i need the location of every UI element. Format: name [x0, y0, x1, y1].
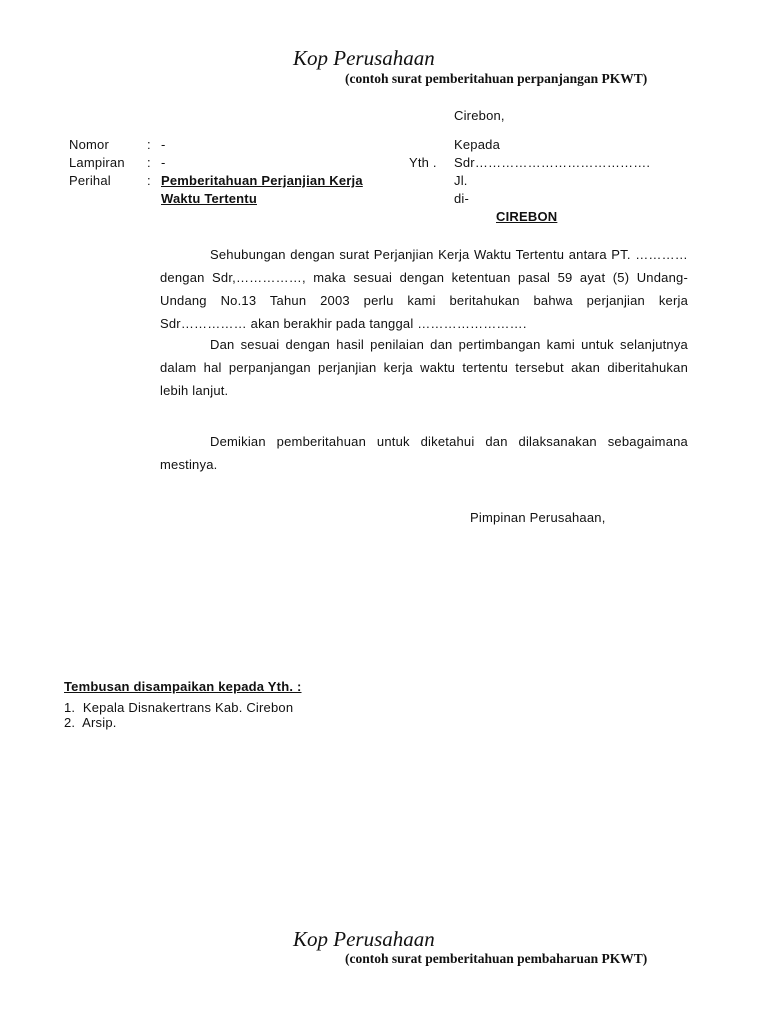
body-paragraph-2 [160, 333, 688, 402]
signature-title: Pimpinan Perusahaan, [470, 510, 606, 525]
body-paragraph-3-text: Demikian pemberitahuan untuk diketahui dan dilaksanakan sebagaimana mestinya. [160, 434, 688, 472]
tembusan-item: 1. Kepala Disnakertrans Kab. Cirebon [64, 700, 294, 715]
lampiran-value: - [161, 155, 166, 170]
nomor-separator: : [147, 137, 151, 152]
letterhead-subtitle: (contoh surat pemberitahuan perpanjangan PKWT) [345, 71, 648, 86]
place-date: Cirebon, [454, 108, 505, 123]
letterhead-title-2: Kop Perusahaan [293, 927, 435, 951]
perihal-value-line2: Waktu Tertentu [161, 191, 257, 206]
nomor-value: - [161, 137, 166, 152]
lampiran-separator: : [147, 155, 151, 170]
nomor-label: Nomor [69, 137, 110, 152]
letterhead-subtitle-2: (contoh surat pemberitahuan pembaharuan PKWT) [345, 951, 648, 966]
body-paragraph-2-text: Dan sesuai dengan hasil penilaian dan pertimbangan kami untuk selanjutnya dalam hal perpanjangan perjanjian kerja waktu tertentu tersebut akan diberitahukan lebih lanjut. [160, 337, 688, 398]
tembusan-title: Tembusan disampaikan kepada Yth. : [64, 679, 302, 694]
recipient-di: di- [454, 191, 470, 206]
body-paragraph-1-text: Sehubungan dengan surat Perjanjian Kerja Waktu Tertentu antara PT. ………… dengan Sdr,……………, maka sesuai dengan ketentuan pasal 59 ayat (5) Undang-Undang No.13 Tahun 2003 perlu kami beritahukan bahwa perjanjian kerja Sdr…………… akan berakhir pada tanggal ……………………. [160, 247, 688, 331]
perihal-value-line1: Pemberitahuan Perjanjian Kerja [161, 173, 363, 188]
recipient-kepada: Kepada [454, 137, 501, 152]
body-paragraph-1 [160, 243, 688, 335]
letterhead-title: Kop Perusahaan [293, 46, 435, 70]
lampiran-label: Lampiran [69, 155, 125, 170]
perihal-separator: : [147, 173, 151, 188]
perihal-label: Perihal [69, 173, 111, 188]
yth-label: Yth . [409, 155, 437, 170]
recipient-city: CIREBON [496, 209, 558, 224]
body-paragraph-3 [160, 430, 688, 476]
tembusan-item: 2. Arsip. [64, 715, 117, 730]
recipient-sdr: Sdr…………………………………. [454, 155, 651, 170]
recipient-address: Jl. [454, 173, 468, 188]
